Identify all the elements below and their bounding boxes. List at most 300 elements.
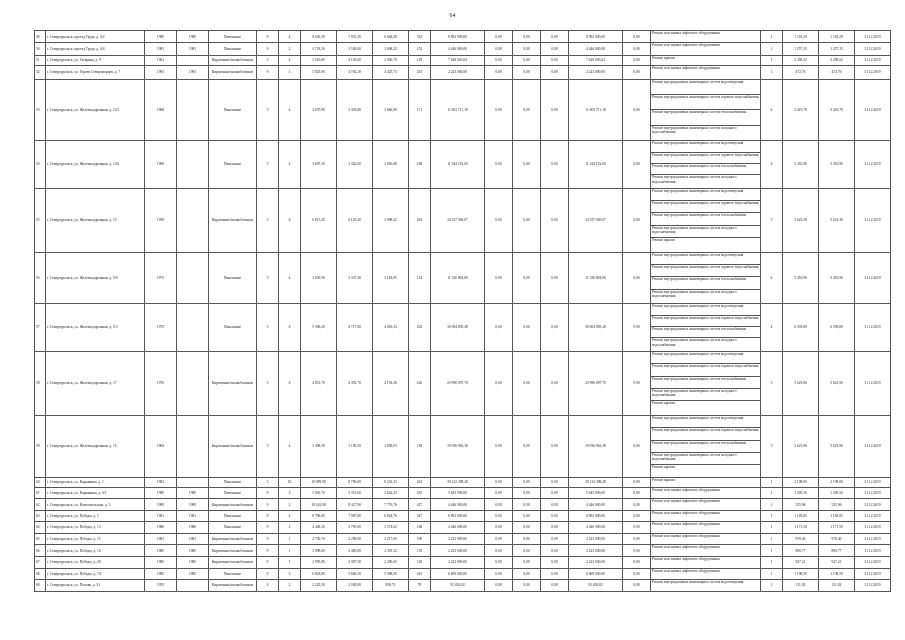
- private-area-cell: 3 666,90: [373, 79, 409, 141]
- floors-cell: 9: [257, 522, 279, 533]
- wall-material-cell: Панельные: [209, 488, 257, 499]
- row-number: 49: [35, 31, 46, 43]
- total-cost-cell: 39 132 398,28: [431, 477, 485, 487]
- work-item: Ремонт внутридомовых инженерных систем горячего водоснабжения: [651, 428, 760, 440]
- total-area-cell: 6 815,20: [301, 188, 337, 252]
- work-count-cell: 1: [761, 510, 783, 521]
- work-count-cell: 4: [761, 141, 783, 189]
- residents-cell: 152: [409, 43, 431, 55]
- wall-material-cell: Панельные: [209, 477, 257, 487]
- private-area-cell: 2 217,00: [373, 533, 409, 544]
- table-row: [35, 499, 891, 510]
- address-cell: г. Североуральск, ул. Железнодорожная, д. 17: [46, 351, 145, 415]
- owners-funds-cell: 92 492,82: [569, 580, 623, 591]
- private-area-cell: 858,71: [373, 580, 409, 591]
- private-area-cell: 4 425,73: [373, 66, 409, 79]
- federal-funds-cell: 0,00: [485, 522, 513, 533]
- work-type-cell: [651, 557, 761, 568]
- residential-area-cell: 3 337,30: [337, 252, 373, 304]
- other-funds-cell: 0,00: [623, 351, 651, 415]
- row-number: 69: [35, 580, 46, 591]
- residents-cell: 168: [409, 141, 431, 189]
- other-funds-cell: 0,00: [623, 31, 651, 43]
- work-item: Ремонт или замена лифтового оборудования: [652, 568, 720, 573]
- entrances-cell: 6: [279, 351, 301, 415]
- table-row: [35, 55, 891, 65]
- private-area-cell: 8 232,33: [373, 477, 409, 487]
- row-number: 54: [35, 141, 46, 189]
- max-unit-cost-cell: 1 305,56: [819, 488, 855, 499]
- other-funds-cell: 0,00: [623, 415, 651, 477]
- total-cost-cell: 8 892 000,00: [431, 510, 485, 521]
- owners-funds-cell: 11 603 711,18: [569, 79, 623, 141]
- federal-funds-cell: 0,00: [485, 488, 513, 499]
- address-cell: г. Североуральск, ул. Железнодорожная, д. 13/1: [46, 79, 145, 141]
- row-number: 62: [35, 499, 46, 510]
- other-funds-cell: 0,00: [623, 477, 651, 487]
- row-number: 64: [35, 522, 46, 533]
- other-funds-cell: 0,00: [623, 557, 651, 568]
- owners-funds-cell: 8 892 000,00: [569, 31, 623, 43]
- work-count-cell: 1: [761, 580, 783, 591]
- wall-material-cell: Кирпичные/шлакоблочные: [209, 415, 257, 477]
- completion-date-cell: 31.12.2019: [855, 580, 891, 591]
- address-cell: г. Североуральск, ул. Героев Североморцев, д. 7: [46, 66, 145, 79]
- entrances-cell: 2: [279, 43, 301, 55]
- floors-cell: 9: [257, 557, 279, 568]
- municipal-funds-cell: 0,00: [541, 43, 569, 55]
- page-number: 64: [449, 13, 456, 19]
- unit-cost-cell: 970,40: [783, 533, 819, 544]
- completion-date-cell: 31.12.2019: [855, 43, 891, 55]
- unit-cost-cell: 2 198,00: [783, 477, 819, 487]
- work-type-cell: [651, 522, 761, 533]
- work-item: Ремонт внутридомовых инженерных систем холодного водоснабжения: [651, 453, 760, 465]
- entrances-cell: 2: [279, 580, 301, 591]
- total-area-cell: 3 697,50: [301, 141, 337, 189]
- work-item: Ремонт внутридомовых инженерных систем холодного водоснабжения: [652, 175, 737, 184]
- floors-cell: 5: [257, 351, 279, 415]
- completion-date-cell: 31.12.2019: [855, 351, 891, 415]
- year-built-cell: 1981: [145, 510, 177, 521]
- other-funds-cell: 0,00: [623, 55, 651, 65]
- private-area-cell: 2 946,70: [373, 55, 409, 65]
- wall-material-cell: Кирпичные/шлакоблочные: [209, 580, 257, 591]
- residential-area-cell: 6 145,40: [337, 188, 373, 252]
- residents-cell: 129: [409, 55, 431, 65]
- table-row: [35, 580, 891, 591]
- address-cell: г. Североуральск, ул. Победы, д. 15: [46, 533, 145, 544]
- year-built-cell: 1961: [145, 55, 177, 65]
- unit-cost-cell: 890,77: [783, 545, 819, 557]
- other-funds-cell: 0,00: [623, 568, 651, 579]
- unit-cost-cell: 6 393,80: [783, 304, 819, 352]
- federal-funds-cell: 0,00: [485, 55, 513, 65]
- residential-area-cell: 2 296,00: [337, 533, 373, 544]
- private-area-cell: 2 858,03: [373, 415, 409, 477]
- completion-date-cell: 31.12.2019: [855, 188, 891, 252]
- regional-funds-cell: 0,00: [513, 351, 541, 415]
- work-item: Ремонт внутридомовых инженерных систем горячего водоснабжения: [651, 265, 760, 277]
- table-row: [35, 568, 891, 579]
- work-item: Ремонт или замена лифтового оборудования: [652, 43, 720, 48]
- table-row: [35, 31, 891, 43]
- other-funds-cell: 0,00: [623, 488, 651, 499]
- wall-material-cell: Панельные: [209, 568, 257, 579]
- work-item: Ремонт внутридомовых инженерных систем водоотведения: [651, 80, 760, 95]
- work-item: Ремонт внутридомовых инженерных систем холодного водоснабжения: [652, 289, 737, 299]
- federal-funds-cell: 0,00: [485, 415, 513, 477]
- year-built-cell: 1969: [145, 141, 177, 189]
- municipal-funds-cell: 0,00: [541, 188, 569, 252]
- unit-cost-cell: 1 185,85: [783, 510, 819, 521]
- table-row: [35, 66, 891, 79]
- max-unit-cost-cell: 5 623,96: [819, 415, 855, 477]
- unit-cost-cell: 2 458,52: [783, 55, 819, 65]
- work-count-cell: 5: [761, 188, 783, 252]
- total-cost-cell: 2 223 000,00: [431, 66, 485, 79]
- total-area-cell: 2 730,70: [301, 533, 337, 544]
- year-commissioned-cell: [177, 580, 209, 591]
- work-item: Ремонт или замена лифтового оборудования: [652, 499, 720, 504]
- work-type-cell: [651, 499, 761, 510]
- work-item: Ремонт внутридомовых инженерных систем горячего водоснабжения: [651, 153, 760, 164]
- year-commissioned-cell: 1985: [177, 557, 209, 568]
- floors-cell: 9: [257, 31, 279, 43]
- unit-cost-cell: 5 623,38: [783, 188, 819, 252]
- entrances-cell: 4: [279, 252, 301, 304]
- floors-cell: 3: [257, 188, 279, 252]
- federal-funds-cell: 0,00: [485, 580, 513, 591]
- owners-funds-cell: 39 132 398,28: [569, 477, 623, 487]
- total-cost-cell: 11 544 192,60: [431, 141, 485, 189]
- work-type-cell: [651, 477, 761, 487]
- entrances-cell: 2: [279, 522, 301, 533]
- owners-funds-cell: 19 936 963,38: [569, 415, 623, 477]
- row-number: 65: [35, 533, 46, 544]
- unit-cost-cell: 111,02: [783, 580, 819, 591]
- regional-funds-cell: 0,00: [513, 488, 541, 499]
- municipal-funds-cell: 0,00: [541, 545, 569, 557]
- table-row: [35, 533, 891, 544]
- work-item: Ремонт внутридомовых инженерных систем холодного водоснабжения: [652, 338, 737, 347]
- municipal-funds-cell: 0,00: [541, 351, 569, 415]
- table-row: [35, 188, 891, 252]
- table-row: [35, 557, 891, 568]
- municipal-funds-cell: 0,00: [541, 488, 569, 499]
- year-built-cell: 1980: [145, 522, 177, 533]
- wall-material-cell: Кирпичные/шлакоблочные: [209, 533, 257, 544]
- table-row: [35, 488, 891, 499]
- residents-cell: 423: [409, 477, 431, 487]
- year-built-cell: 1973: [145, 252, 177, 304]
- address-cell: г. Североуральск, ул. Гагарина, д. 9: [46, 55, 145, 65]
- total-cost-cell: 4 446 000,00: [431, 43, 485, 55]
- max-unit-cost-cell: 111,02: [819, 580, 855, 591]
- total-area-cell: 3 498,30: [301, 415, 337, 477]
- private-area-cell: 5 388,20: [373, 568, 409, 579]
- other-funds-cell: 0,00: [623, 304, 651, 352]
- wall-material-cell: Панельные: [209, 304, 257, 352]
- entrances-cell: 4: [279, 415, 301, 477]
- regional-funds-cell: 0,00: [513, 568, 541, 579]
- unit-cost-cell: 1 171,50: [783, 522, 819, 533]
- entrances-cell: 4: [279, 141, 301, 189]
- municipal-funds-cell: 0,00: [541, 580, 569, 591]
- municipal-funds-cell: 0,00: [541, 477, 569, 487]
- row-number: 67: [35, 557, 46, 568]
- total-area-cell: 5 306,20: [301, 304, 337, 352]
- total-cost-cell: 2 223 000,00: [431, 557, 485, 568]
- residents-cell: 138: [409, 415, 431, 477]
- wall-material-cell: Кирпичные/шлакоблочные: [209, 66, 257, 79]
- private-area-cell: 3 574,02: [373, 522, 409, 533]
- residential-area-cell: 5 666,50: [337, 568, 373, 579]
- regional-funds-cell: 0,00: [513, 43, 541, 55]
- work-type-cell: [651, 415, 761, 477]
- total-area-cell: 2 995,80: [301, 557, 337, 568]
- residents-cell: 347: [409, 510, 431, 521]
- entrances-cell: 4: [279, 31, 301, 43]
- total-cost-cell: 19 936 963,38: [431, 415, 485, 477]
- year-commissioned-cell: 1980: [177, 488, 209, 499]
- work-count-cell: 4: [761, 304, 783, 352]
- address-cell: г. Североуральск, ул. Победы, д. 7А: [46, 568, 145, 579]
- year-commissioned-cell: [177, 55, 209, 65]
- total-cost-cell: 6 669 000,00: [431, 568, 485, 579]
- work-type-cell: [651, 188, 761, 252]
- total-cost-cell: 92 492,82: [431, 580, 485, 591]
- municipal-funds-cell: 0,00: [541, 55, 569, 65]
- work-count-cell: 1: [761, 488, 783, 499]
- table-row: [35, 141, 891, 189]
- private-area-cell: 5 998,32: [373, 188, 409, 252]
- regional-funds-cell: 0,00: [513, 304, 541, 352]
- other-funds-cell: 0,00: [623, 510, 651, 521]
- max-unit-cost-cell: 5 623,38: [819, 188, 855, 252]
- wall-material-cell: Кирпичные/шлакоблочные: [209, 557, 257, 568]
- total-area-cell: 3 670,90: [301, 79, 337, 141]
- unit-cost-cell: 1 305,56: [783, 488, 819, 499]
- municipal-funds-cell: 0,00: [541, 304, 569, 352]
- floors-cell: 5: [257, 477, 279, 487]
- federal-funds-cell: 0,00: [485, 141, 513, 189]
- work-item: Ремонт внутридомовых инженерных систем водоотведения: [651, 141, 760, 152]
- total-cost-cell: 2 223 000,00: [431, 545, 485, 557]
- row-number: 59: [35, 415, 46, 477]
- work-count-cell: 1: [761, 43, 783, 55]
- unit-cost-cell: 1 118,29: [783, 31, 819, 43]
- unit-cost-cell: 3 453,96: [783, 141, 819, 189]
- private-area-cell: 3 065,68: [373, 141, 409, 189]
- other-funds-cell: 0,00: [623, 533, 651, 544]
- floors-cell: 9: [257, 510, 279, 521]
- table-row: [35, 510, 891, 521]
- unit-cost-cell: 927,21: [783, 557, 819, 568]
- year-commissioned-cell: 1985: [177, 568, 209, 579]
- private-area-cell: 3 048,22: [373, 43, 409, 55]
- table-row: [35, 522, 891, 533]
- wall-material-cell: Панельные: [209, 79, 257, 141]
- work-item: Ремонт внутридомовых инженерных систем горячего водоснабжения: [651, 316, 760, 327]
- table-row: [35, 351, 891, 415]
- work-item: Ремонт внутридомовых инженерных систем горячего водоснабжения: [651, 364, 760, 376]
- residents-cell: 139: [409, 545, 431, 557]
- work-count-cell: 1: [761, 533, 783, 544]
- work-type-cell: [651, 568, 761, 579]
- regional-funds-cell: 0,00: [513, 557, 541, 568]
- table-row: [35, 79, 891, 141]
- residents-cell: 263: [409, 188, 431, 252]
- completion-date-cell: 31.12.2019: [855, 141, 891, 189]
- row-number: 57: [35, 304, 46, 352]
- max-unit-cost-cell: 6 393,80: [819, 304, 855, 352]
- work-item: Ремонт внутридомовых инженерных систем холодного водоснабжения: [651, 389, 760, 401]
- owners-funds-cell: 34 557 949,07: [569, 188, 623, 252]
- entrances-cell: 1: [279, 557, 301, 568]
- work-type-cell: [651, 510, 761, 521]
- floors-cell: 4: [257, 580, 279, 591]
- unit-cost-cell: 472,76: [783, 66, 819, 79]
- total-area-cell: 4 718,20: [301, 43, 337, 55]
- max-unit-cost-cell: 3 419,78: [819, 79, 855, 141]
- regional-funds-cell: 0,00: [513, 252, 541, 304]
- owners-funds-cell: 6 669 000,00: [569, 568, 623, 579]
- work-item: Ремонт крыши: [652, 477, 675, 482]
- year-commissioned-cell: [177, 188, 209, 252]
- work-type-cell: [651, 79, 761, 141]
- owners-funds-cell: 5 643 000,00: [569, 488, 623, 499]
- owners-funds-cell: 11 526 804,06: [569, 252, 623, 304]
- work-type-cell: [651, 141, 761, 189]
- work-type-cell: [651, 545, 761, 557]
- floors-cell: 5: [257, 252, 279, 304]
- work-item: Ремонт или замена лифтового оборудования: [652, 557, 720, 562]
- residential-area-cell: 5 351,60: [337, 488, 373, 499]
- address-cell: г. Североуральск, ул. Победы, д. 1: [46, 510, 145, 521]
- table-row: [35, 43, 891, 55]
- wall-material-cell: Панельные: [209, 141, 257, 189]
- municipal-funds-cell: 0,00: [541, 510, 569, 521]
- table-row: [35, 477, 891, 487]
- private-area-cell: 2 391,32: [373, 545, 409, 557]
- residential-area-cell: 7 987,80: [337, 510, 373, 521]
- completion-date-cell: 31.12.2019: [855, 557, 891, 568]
- owners-funds-cell: 4 446 000,00: [569, 43, 623, 55]
- work-item: Ремонт внутридомовых инженерных систем водоотведения: [651, 416, 760, 428]
- address-cell: г. Североуральск, проезд Труда, д. 4/4: [46, 43, 145, 55]
- work-item: Ремонт внутридомовых инженерных систем водоотведения: [651, 253, 760, 265]
- residential-area-cell: 3 536,00: [337, 43, 373, 55]
- residents-cell: 202: [409, 304, 431, 352]
- total-area-cell: 4 851,70: [301, 351, 337, 415]
- wall-material-cell: Кирпичные/шлакоблочные: [209, 545, 257, 557]
- wall-material-cell: Панельные: [209, 252, 257, 304]
- residential-area-cell: 8 796,00: [337, 477, 373, 487]
- private-area-cell: 7 776,76: [373, 499, 409, 510]
- row-number: 61: [35, 488, 46, 499]
- owners-funds-cell: 7 628 003,04: [569, 55, 623, 65]
- other-funds-cell: 0,00: [623, 580, 651, 591]
- other-funds-cell: 0,00: [623, 66, 651, 79]
- residential-area-cell: 7 951,30: [337, 31, 373, 43]
- completion-date-cell: 31.12.2019: [855, 568, 891, 579]
- row-number: 68: [35, 568, 46, 579]
- row-number: 66: [35, 545, 46, 557]
- federal-funds-cell: 0,00: [485, 510, 513, 521]
- work-count-cell: 4: [761, 79, 783, 141]
- completion-date-cell: 31.12.2019: [855, 499, 891, 510]
- entrances-cell: 6: [279, 304, 301, 352]
- federal-funds-cell: 0,00: [485, 477, 513, 487]
- owners-funds-cell: 2 223 000,00: [569, 545, 623, 557]
- owners-funds-cell: 2 223 000,00: [569, 66, 623, 79]
- federal-funds-cell: 0,00: [485, 66, 513, 79]
- year-built-cell: 1980: [145, 488, 177, 499]
- other-funds-cell: 0,00: [623, 252, 651, 304]
- owners-funds-cell: 4 446 000,00: [569, 499, 623, 510]
- federal-funds-cell: 0,00: [485, 545, 513, 557]
- entrances-cell: 10: [279, 477, 301, 487]
- work-count-cell: 1: [761, 499, 783, 510]
- completion-date-cell: 31.12.2019: [855, 545, 891, 557]
- municipal-funds-cell: 0,00: [541, 415, 569, 477]
- entrances-cell: 4: [279, 79, 301, 141]
- work-item: Ремонт внутридомовых инженерных систем водоотведения: [651, 304, 760, 315]
- year-built-cell: 1980: [145, 31, 177, 43]
- total-cost-cell: 2 223 000,00: [431, 533, 485, 544]
- completion-date-cell: 31.12.2019: [855, 304, 891, 352]
- work-item: Ремонт или замена лифтового оборудования: [652, 533, 720, 538]
- federal-funds-cell: 0,00: [485, 533, 513, 544]
- residential-area-cell: 3 342,60: [337, 141, 373, 189]
- completion-date-cell: 31.12.2019: [855, 252, 891, 304]
- row-number: 63: [35, 510, 46, 521]
- work-count-cell: 1: [761, 477, 783, 487]
- municipal-funds-cell: 0,00: [541, 499, 569, 510]
- work-type-cell: [651, 533, 761, 544]
- work-type-cell: [651, 66, 761, 79]
- regional-funds-cell: 0,00: [513, 477, 541, 487]
- floors-cell: 5: [257, 415, 279, 477]
- completion-date-cell: 31.12.2019: [855, 533, 891, 544]
- row-number: 60: [35, 477, 46, 487]
- max-unit-cost-cell: 890,77: [819, 545, 855, 557]
- floors-cell: 9: [257, 43, 279, 55]
- year-built-cell: 1970: [145, 351, 177, 415]
- floors-cell: 9: [257, 568, 279, 579]
- municipal-funds-cell: 0,00: [541, 568, 569, 579]
- year-built-cell: 1993: [145, 66, 177, 79]
- total-area-cell: 8 796,00: [301, 510, 337, 521]
- work-count-cell: 1: [761, 66, 783, 79]
- wall-material-cell: Панельные: [209, 510, 257, 521]
- residents-cell: 134: [409, 252, 431, 304]
- year-commissioned-cell: [177, 415, 209, 477]
- private-area-cell: 3 642,23: [373, 488, 409, 499]
- entrances-cell: 3: [279, 488, 301, 499]
- year-commissioned-cell: [177, 252, 209, 304]
- table-row: [35, 545, 891, 557]
- year-built-cell: 1985: [145, 545, 177, 557]
- work-item: Ремонт внутридомовых инженерных систем водоотведения: [652, 580, 744, 585]
- federal-funds-cell: 0,00: [485, 557, 513, 568]
- work-item: Ремонт внутридомовых инженерных систем холодного водоснабжения: [652, 125, 737, 135]
- completion-date-cell: 31.12.2019: [855, 488, 891, 499]
- other-funds-cell: 0,00: [623, 79, 651, 141]
- completion-date-cell: 31.12.2019: [855, 66, 891, 79]
- max-unit-cost-cell: 1 171,50: [819, 522, 855, 533]
